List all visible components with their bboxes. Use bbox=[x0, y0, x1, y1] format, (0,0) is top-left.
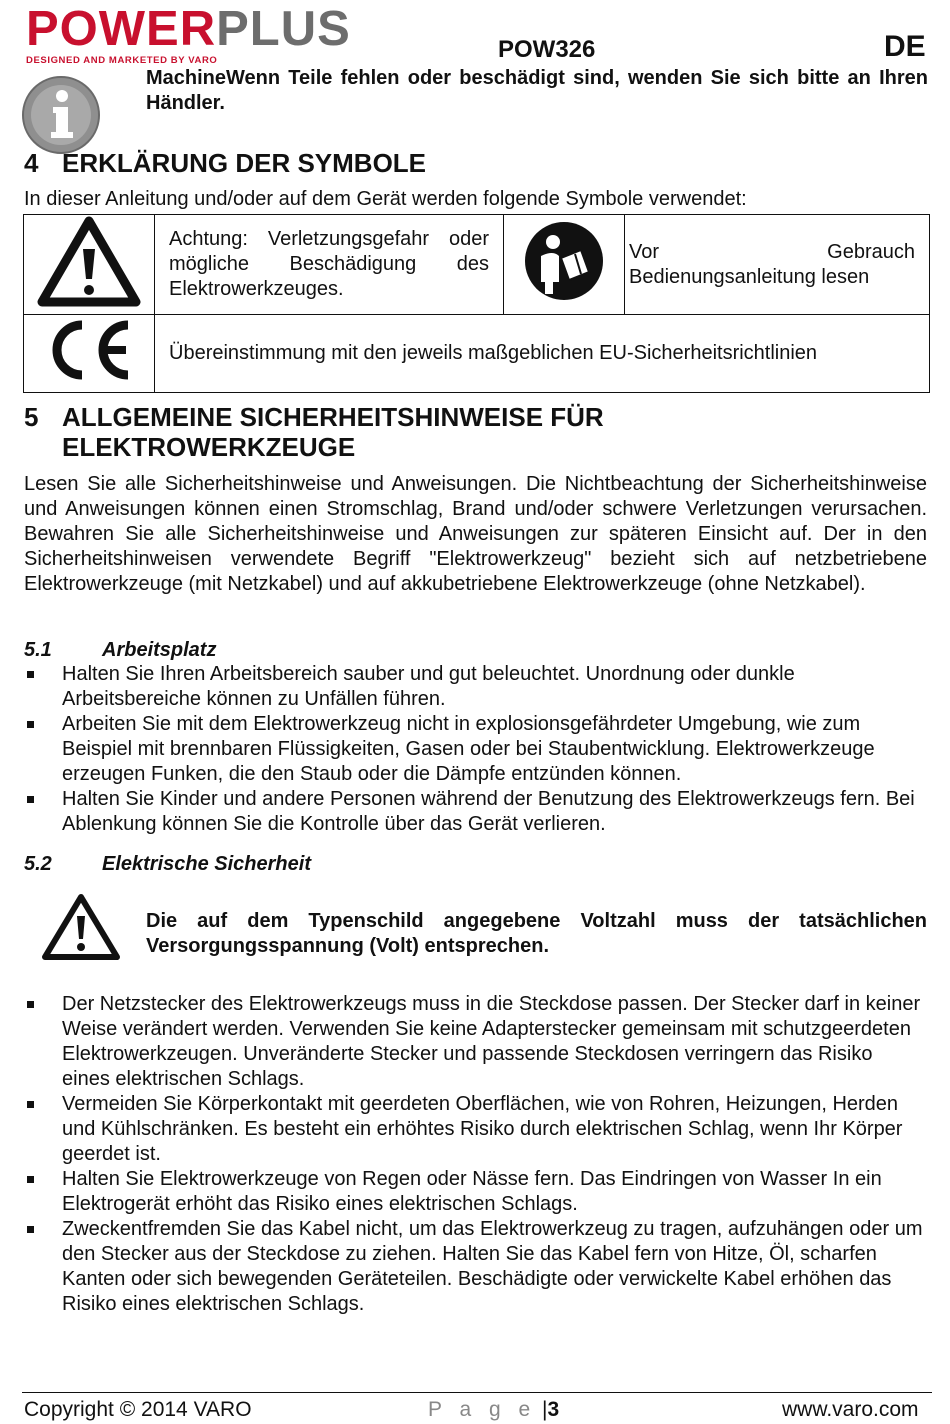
list-item-text: Halten Sie Ihren Arbeitsbereich sauber und gut beleuchtet. Unordnung oder dunkle Arbeitsbereiche können zu Unfällen führen. bbox=[62, 663, 795, 710]
footer-page bbox=[428, 1398, 559, 1422]
logo-word-power: POWER bbox=[26, 2, 217, 56]
model-number: POW326 bbox=[498, 36, 596, 63]
symbol-cell bbox=[504, 215, 625, 315]
logo-tagline: DESIGNED AND MARKETED BY VARO bbox=[26, 55, 218, 66]
symbol-cell bbox=[24, 215, 155, 315]
section-5-intro: Lesen Sie alle Sicherheitshinweise und Anweisungen. Die Nichtbeachtung der Sicherheitshinweise und Anweisungen können einen Stromschlag, Brand und/oder schwere Verletzungen verursachen. Bewahren Sie alle Sicherheitshinweise und Anweisungen zur späteren Einsicht auf. Der in den Sicherheitshinweisen verwendete Begriff "Elektrowerkzeug" bezieht sich auf netzbetriebene Elektrowerkzeuge (mit Netzkabel) und auf akkubetriebene Elektrowerkzeuge (ohne Netzkabel). bbox=[24, 473, 927, 595]
symbol-description-cell bbox=[155, 315, 930, 393]
page-separator: | bbox=[542, 1398, 548, 1421]
list-item bbox=[24, 1167, 924, 1217]
subsection-5-2-title: Elektrische Sicherheit bbox=[102, 853, 311, 875]
list-item bbox=[24, 1092, 924, 1167]
subsection-5-1-number: 5.1 bbox=[24, 639, 52, 661]
missing-parts-note: MachineWenn Teile fehlen oder beschädigt sind, wenden Sie sich bitte an Ihren Händler. bbox=[146, 67, 928, 114]
bullet-icon bbox=[27, 671, 34, 678]
symbol-description: Vor Gebrauch Bedienungsanleitung lesen bbox=[629, 240, 915, 288]
symbol-description: Achtung: Verletzungsgefahr oder mögliche Beschädigung des Elektrowerkzeuges. bbox=[169, 228, 489, 300]
section-title-line: ELEKTROWERKZEUGE bbox=[62, 432, 356, 462]
footer-website[interactable]: www.varo.com bbox=[782, 1398, 919, 1421]
symbol-description-cell bbox=[155, 215, 504, 315]
list-item-text: Zweckentfremden Sie das Kabel nicht, um das Elektrowerkzeug zu tragen, aufzuhängen oder um den Stecker aus der Steckdose zu ziehen. Halten Sie das Kabel fern von Hitze, Öl, scharfen Kanten oder sich bewegenden Geräteteilen. Beschädigte oder verwickelte Kabel erhöhen das Risiko eines elektrischen Schlags. bbox=[62, 1218, 923, 1315]
subsection-5-2-number: 5.2 bbox=[24, 853, 52, 875]
section-number: 5 bbox=[24, 402, 39, 432]
list-item-text: Vermeiden Sie Körperkontakt mit geerdeten Oberflächen, wie von Rohren, Heizungen, Herden und Kühlschränken. Es besteht ein erhöhtes Risiko durch elektrischen Schlag, wenn Ihr Körper geerdet ist. bbox=[62, 1093, 903, 1165]
bullet-icon bbox=[27, 721, 34, 728]
voltage-warning: Die auf dem Typenschild angegebene Voltzahl muss der tatsächlichen Versorgungsspannung (Volt) entsprechen. bbox=[146, 910, 927, 957]
list-item-text: Halten Sie Kinder und andere Personen während der Benutzung des Elektrowerkzeugs fern. Bei Ablenkung können Sie die Kontrolle über das Gerät verlieren. bbox=[62, 788, 915, 835]
info-icon bbox=[20, 74, 102, 156]
section-4-heading bbox=[24, 148, 724, 180]
list-item bbox=[24, 787, 924, 837]
logo-word-plus: PLUS bbox=[216, 2, 351, 56]
list-item-text: Halten Sie Elektrowerkzeuge von Regen oder Nässe fern. Das Eindringen von Wasser In ein Elektrogerät erhöht das Risiko eines elektrischen Schlags. bbox=[62, 1168, 882, 1215]
section-number: 4 bbox=[24, 148, 39, 178]
list-item bbox=[24, 662, 924, 712]
symbol-description: Übereinstimmung mit den jeweils maßgeblichen EU-Sicherheitsrichtlinien bbox=[169, 342, 818, 364]
section-5-heading bbox=[24, 402, 724, 464]
electrical-safety-list bbox=[24, 992, 924, 1317]
workplace-list bbox=[24, 662, 924, 837]
footer-copyright: Copyright © 2014 VARO bbox=[24, 1398, 252, 1421]
page-number: 3 bbox=[547, 1398, 560, 1421]
symbol-description-cell bbox=[625, 215, 930, 315]
warning-triangle-icon bbox=[40, 892, 122, 967]
symbols-table bbox=[23, 214, 930, 393]
bullet-icon bbox=[27, 796, 34, 803]
section-title bbox=[62, 402, 682, 462]
list-item bbox=[24, 1217, 924, 1317]
ce-mark-icon bbox=[44, 319, 134, 381]
symbol-cell bbox=[24, 315, 155, 393]
page-label: P a g e bbox=[428, 1398, 537, 1421]
read-manual-icon bbox=[523, 220, 605, 302]
list-item-text: Der Netzstecker des Elektrowerkzeugs muss in die Steckdose passen. Der Stecker darf in keiner Weise verändert werden. Verwenden Sie keine Adapterstecker gemeinsam mit schutzgeerdeten Elektrowerkzeugen. Unveränderte Stecker und passende Steckdosen verringern das Risiko eines elektrischen Schlags. bbox=[62, 993, 921, 1090]
list-item bbox=[24, 992, 924, 1092]
section-title-line: ALLGEMEINE SICHERHEITSHINWEISE FÜR bbox=[62, 402, 604, 432]
section-title: ERKLÄRUNG DER SYMBOLE bbox=[62, 148, 427, 178]
list-item-text: Arbeiten Sie mit dem Elektrowerkzeug nicht in explosionsgefährdeter Umgebung, wie zum Beispiel mit brennbaren Flüssigkeiten, Gasen oder bei Staubentwicklung. Elektrowerkzeuge erzeugen Funken, die den Staub oder die Dämpfe entzünden können. bbox=[62, 713, 875, 785]
warning-triangle-icon bbox=[37, 215, 141, 307]
bullet-icon bbox=[27, 1001, 34, 1008]
powerplus-logo bbox=[26, 4, 418, 64]
list-item bbox=[24, 712, 924, 787]
bullet-icon bbox=[27, 1176, 34, 1183]
subsection-5-1-title: Arbeitsplatz bbox=[102, 639, 217, 661]
language-code: DE bbox=[884, 30, 926, 63]
symbols-intro: In dieser Anleitung und/oder auf dem Gerät werden folgende Symbole verwendet: bbox=[24, 188, 747, 210]
bullet-icon bbox=[27, 1226, 34, 1233]
bullet-icon bbox=[27, 1101, 34, 1108]
footer-divider bbox=[22, 1392, 932, 1393]
